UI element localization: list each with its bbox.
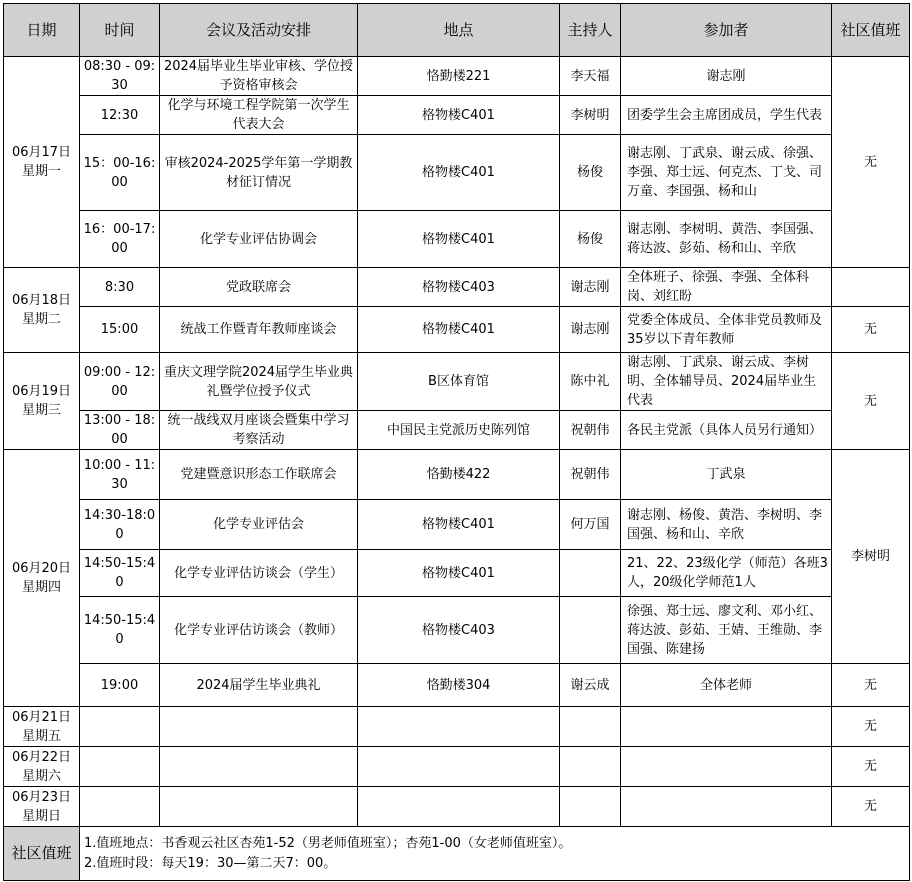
table-row bbox=[4, 211, 910, 268]
event-cell bbox=[160, 747, 358, 787]
notes-row bbox=[4, 827, 910, 881]
time-cell: 13:00 - 18:00 bbox=[80, 411, 160, 450]
date: 06月17日 bbox=[11, 145, 72, 160]
event-cell: 2024届学生毕业典礼 bbox=[160, 664, 358, 707]
event-cell: 化学专业评估访谈会（学生） bbox=[160, 550, 358, 597]
location-cell: 中国民主党派历史陈列馆 bbox=[358, 411, 560, 450]
attendees-cell: 全体老师 bbox=[621, 664, 832, 707]
header-row bbox=[4, 4, 910, 57]
time-cell: 14:50-15:40 bbox=[80, 550, 160, 597]
host-cell: 祝朝伟 bbox=[560, 411, 621, 450]
time-cell: 08:30 - 09:30 bbox=[80, 57, 160, 96]
table-row bbox=[4, 550, 910, 597]
duty-cell bbox=[832, 268, 910, 307]
weekday: 星期六 bbox=[21, 768, 61, 784]
event-cell: 党建暨意识形态工作联席会 bbox=[160, 450, 358, 500]
notes-label: 社区值班 bbox=[4, 827, 80, 881]
attendees-cell: 丁武泉 bbox=[621, 450, 832, 500]
host-cell: 杨俊 bbox=[560, 135, 621, 211]
weekday: 星期五 bbox=[21, 728, 61, 744]
table-row bbox=[4, 411, 910, 450]
date-cell bbox=[4, 268, 80, 353]
table-row bbox=[4, 664, 910, 707]
date: 06月20日 bbox=[11, 561, 72, 576]
attendees-cell bbox=[621, 747, 832, 787]
attendees-cell: 徐强、郑士远、廖文利、邓小红、蒋达波、彭茹、王婧、王维勋、李国强、陈建扬 bbox=[621, 597, 832, 664]
schedule-table bbox=[3, 3, 910, 881]
time-cell bbox=[80, 707, 160, 747]
host-cell bbox=[560, 597, 621, 664]
host-cell: 杨俊 bbox=[560, 211, 621, 268]
attendees-cell: 全体班子、徐强、李强、全体科岗、刘红盼 bbox=[621, 268, 832, 307]
location-cell: 格物楼C403 bbox=[358, 268, 560, 307]
table-row bbox=[4, 500, 910, 550]
time-cell: 14:50-15:40 bbox=[80, 597, 160, 664]
attendees-cell: 谢志刚、李树明、黄浩、李国强、蒋达波、彭茹、杨和山、辛欣 bbox=[621, 211, 832, 268]
date: 06月18日 bbox=[11, 293, 72, 308]
host-cell bbox=[560, 550, 621, 597]
location-cell bbox=[358, 707, 560, 747]
table-row bbox=[4, 135, 910, 211]
time-cell: 8:30 bbox=[80, 268, 160, 307]
date: 06月21日 bbox=[11, 709, 72, 725]
location-cell: 格物楼C401 bbox=[358, 96, 560, 135]
attendees-cell: 21、22、23级化学（师范）各班3人，20级化学师范1人 bbox=[621, 550, 832, 597]
date-cell bbox=[4, 787, 80, 827]
attendees-cell: 党委全体成员、全体非党员教师及35岁以下青年教师 bbox=[621, 307, 832, 353]
host-cell: 谢志刚 bbox=[560, 307, 621, 353]
event-cell: 重庆文理学院2024届学生毕业典礼暨学位授予仪式 bbox=[160, 353, 358, 411]
time-cell: 09:00 - 12:00 bbox=[80, 353, 160, 411]
duty-cell: 无 bbox=[832, 664, 910, 707]
host-cell: 谢志刚 bbox=[560, 268, 621, 307]
location-cell: 格物楼C401 bbox=[358, 500, 560, 550]
host-cell: 李天福 bbox=[560, 57, 621, 96]
host-cell: 李树明 bbox=[560, 96, 621, 135]
duty-cell: 无 bbox=[832, 707, 910, 747]
table-row bbox=[4, 707, 910, 747]
table-row bbox=[4, 268, 910, 307]
event-cell: 统一战线双月座谈会暨集中学习考察活动 bbox=[160, 411, 358, 450]
event-cell: 党政联席会 bbox=[160, 268, 358, 307]
event-cell: 统战工作暨青年教师座谈会 bbox=[160, 307, 358, 353]
location-cell: 格物楼C401 bbox=[358, 211, 560, 268]
weekday: 星期二 bbox=[21, 312, 61, 327]
duty-cell: 无 bbox=[832, 787, 910, 827]
duty-cell: 无 bbox=[832, 57, 910, 268]
event-cell: 化学专业评估会 bbox=[160, 500, 358, 550]
date: 06月19日 bbox=[11, 384, 72, 399]
attendees-cell: 各民主党派（具体人员另行通知） bbox=[621, 411, 832, 450]
header-event: 会议及活动安排 bbox=[160, 4, 358, 57]
host-cell: 祝朝伟 bbox=[560, 450, 621, 500]
event-cell bbox=[160, 787, 358, 827]
event-cell: 化学与环境工程学院第一次学生代表大会 bbox=[160, 96, 358, 135]
time-cell: 14:30-18:00 bbox=[80, 500, 160, 550]
table-row bbox=[4, 787, 910, 827]
date: 06月23日 bbox=[11, 789, 72, 805]
time-cell: 15:00 bbox=[80, 307, 160, 353]
table-row bbox=[4, 57, 910, 96]
location-cell: B区体育馆 bbox=[358, 353, 560, 411]
notes-cell bbox=[80, 827, 910, 881]
date-cell bbox=[4, 450, 80, 707]
weekday: 星期四 bbox=[21, 580, 61, 595]
host-cell: 何万国 bbox=[560, 500, 621, 550]
time-cell: 16：00-17:00 bbox=[80, 211, 160, 268]
location-cell bbox=[358, 747, 560, 787]
host-cell: 谢云成 bbox=[560, 664, 621, 707]
header-time: 时间 bbox=[80, 4, 160, 57]
date-cell bbox=[4, 353, 80, 450]
time-cell: 15：00-16:00 bbox=[80, 135, 160, 211]
notes-line-2: 2.值班时段：每天19：30—第二天7：00。 bbox=[84, 855, 337, 871]
host-cell bbox=[560, 747, 621, 787]
header-host: 主持人 bbox=[560, 4, 621, 57]
location-cell: 格物楼C401 bbox=[358, 135, 560, 211]
attendees-cell: 谢志刚、丁武泉、谢云成、李树明、全体辅导员、2024届毕业生代表 bbox=[621, 353, 832, 411]
weekday: 星期日 bbox=[21, 808, 61, 824]
attendees-cell bbox=[621, 707, 832, 747]
event-cell: 审核2024-2025学年第一学期教材征订情况 bbox=[160, 135, 358, 211]
attendees-cell: 谢志刚、丁武泉、谢云成、徐强、李强、郑士远、何克杰、丁戈、司万童、李国强、杨和山 bbox=[621, 135, 832, 211]
weekday: 星期一 bbox=[21, 164, 61, 179]
table-row bbox=[4, 353, 910, 411]
attendees-cell: 谢志刚、杨俊、黄浩、李树明、李国强、杨和山、辛欣 bbox=[621, 500, 832, 550]
location-cell: 恪勤楼221 bbox=[358, 57, 560, 96]
event-cell: 化学专业评估协调会 bbox=[160, 211, 358, 268]
notes-line-1: 1.值班地点：书香观云社区杏苑1-52（男老师值班室）；杏苑1-00（女老师值班室）。 bbox=[84, 835, 572, 851]
duty-cell: 无 bbox=[832, 747, 910, 787]
time-cell bbox=[80, 787, 160, 827]
header-location: 地点 bbox=[358, 4, 560, 57]
table-row bbox=[4, 307, 910, 353]
location-cell: 恪勤楼304 bbox=[358, 664, 560, 707]
date-cell bbox=[4, 57, 80, 268]
weekday: 星期三 bbox=[21, 403, 61, 418]
location-cell: 格物楼C403 bbox=[358, 597, 560, 664]
location-cell: 格物楼C401 bbox=[358, 550, 560, 597]
date-cell bbox=[4, 707, 80, 747]
host-cell: 陈中礼 bbox=[560, 353, 621, 411]
time-cell: 19:00 bbox=[80, 664, 160, 707]
event-cell bbox=[160, 707, 358, 747]
time-cell bbox=[80, 747, 160, 787]
header-date: 日期 bbox=[4, 4, 80, 57]
time-cell: 10:00 - 11:30 bbox=[80, 450, 160, 500]
location-cell: 格物楼C401 bbox=[358, 307, 560, 353]
table-row bbox=[4, 597, 910, 664]
attendees-cell bbox=[621, 787, 832, 827]
event-cell: 2024届毕业生毕业审核、学位授予资格审核会 bbox=[160, 57, 358, 96]
header-duty: 社区值班 bbox=[832, 4, 910, 57]
table-row bbox=[4, 96, 910, 135]
attendees-cell: 谢志刚 bbox=[621, 57, 832, 96]
duty-cell: 李树明 bbox=[832, 450, 910, 664]
host-cell bbox=[560, 787, 621, 827]
table-row bbox=[4, 450, 910, 500]
event-cell: 化学专业评估访谈会（教师） bbox=[160, 597, 358, 664]
attendees-cell: 团委学生会主席团成员，学生代表 bbox=[621, 96, 832, 135]
time-cell: 12:30 bbox=[80, 96, 160, 135]
date-cell bbox=[4, 747, 80, 787]
date: 06月22日 bbox=[11, 749, 72, 765]
location-cell: 恪勤楼422 bbox=[358, 450, 560, 500]
table-row bbox=[4, 747, 910, 787]
duty-cell: 无 bbox=[832, 307, 910, 353]
header-attendees: 参加者 bbox=[621, 4, 832, 57]
duty-cell: 无 bbox=[832, 353, 910, 450]
location-cell bbox=[358, 787, 560, 827]
host-cell bbox=[560, 707, 621, 747]
